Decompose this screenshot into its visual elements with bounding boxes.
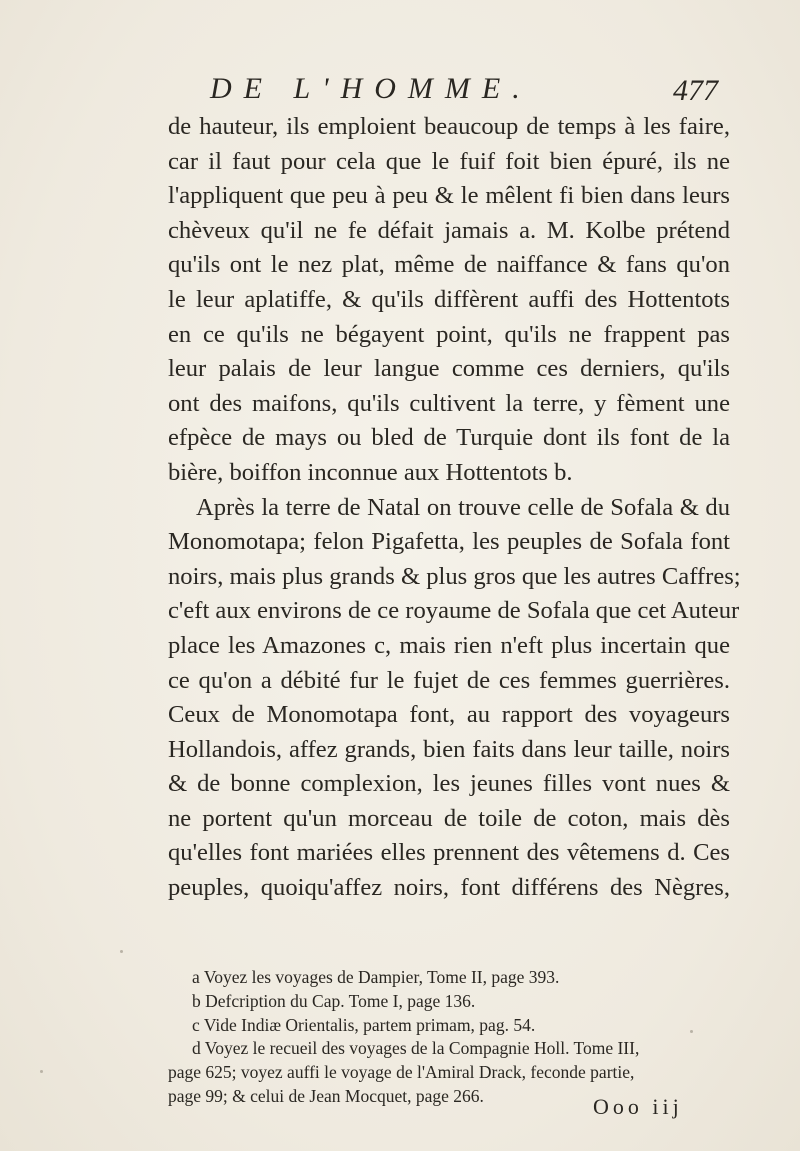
body-text xyxy=(168,110,741,906)
text-line: ce qu'on a débité fur le fujet de ces femmes guerrières. xyxy=(168,666,730,694)
text-line: leur palais de leur langue comme ces derniers, qu'ils xyxy=(168,355,730,383)
text-line: Monomotapa; felon Pigafetta, les peuples de Sofala font xyxy=(168,528,730,556)
text-line: le leur aplatiffe, & qu'ils diffèrent auffi des Hottentots xyxy=(168,285,730,313)
footnote-continuation: page 99; & celui de Jean Mocquet, page 266. xyxy=(168,1085,484,1106)
text-line: Après la terre de Natal on trouve celle de Sofala & du xyxy=(196,493,730,521)
running-title: DE L'HOMME. xyxy=(210,72,532,105)
text-line: qu'ils ont le nez plat, même de naiffance & fans qu'on xyxy=(168,251,730,279)
text-line: qu'elles font mariées elles prennent des vêtemens d. Ces xyxy=(168,839,730,867)
page-number: 477 xyxy=(673,74,718,107)
text-line: ne portent qu'un morceau de toile de coton, mais dès xyxy=(168,804,730,832)
text-line: efpèce de mays ou bled de Turquie dont ils font de la xyxy=(168,424,730,452)
text-line: & de bonne complexion, les jeunes filles vont nues & xyxy=(168,770,730,798)
text-line: car il faut pour cela que le fuif foit bien épuré, ils ne xyxy=(168,147,730,175)
footnote: a Voyez les voyages de Dampier, Tome II, page 393. xyxy=(192,967,560,987)
paper-speck xyxy=(690,1030,693,1033)
text-line: en ce qu'ils ne bégayent point, qu'ils ne frappent pas xyxy=(168,320,730,348)
footnotes xyxy=(168,966,740,1109)
text-line: place les Amazones c, mais rien n'eft plus incertain que xyxy=(168,631,730,659)
text-line: de hauteur, ils emploient beaucoup de temps à les faire, xyxy=(168,113,730,140)
text-line: noirs, mais plus grands & plus gros que les autres Caffres; xyxy=(168,562,741,590)
text-line: ont des maifons, qu'ils cultivent la terre, y fèment une xyxy=(168,389,730,417)
catchword: Ooo iij xyxy=(593,1094,683,1119)
footnote: c Vide Indiæ Orientalis, partem primam, pag. 54. xyxy=(192,1014,536,1035)
text-line: Hollandois, affez grands, bien faits dans leur taille, noirs xyxy=(168,735,730,763)
text-line: l'appliquent que peu à peu & le mêlent fi bien dans leurs xyxy=(168,182,730,210)
running-head xyxy=(210,72,730,112)
text-line: chèveux qu'il ne fe défait jamais a. M. Kolbe prétend xyxy=(168,216,730,244)
paper-speck xyxy=(40,1070,43,1073)
paper-speck xyxy=(120,950,123,953)
footnote: d Voyez le recueil des voyages de la Compagnie Holl. Tome III, xyxy=(192,1038,640,1059)
text-line: peuples, quoiqu'affez noirs, font différens des Nègres, xyxy=(168,874,730,902)
text-line: Ceux de Monomotapa font, au rapport des voyageurs xyxy=(168,701,730,729)
footnote: b Defcription du Cap. Tome I, page 136. xyxy=(192,990,476,1011)
text-line: c'eft aux environs de ce royaume de Sofala que cet Auteur xyxy=(168,597,740,625)
footnote-continuation: page 625; voyez auffi le voyage de l'Amiral Drack, feconde partie, xyxy=(168,1062,635,1083)
text-line: bière, boiffon inconnue aux Hottentots b. xyxy=(168,458,573,486)
